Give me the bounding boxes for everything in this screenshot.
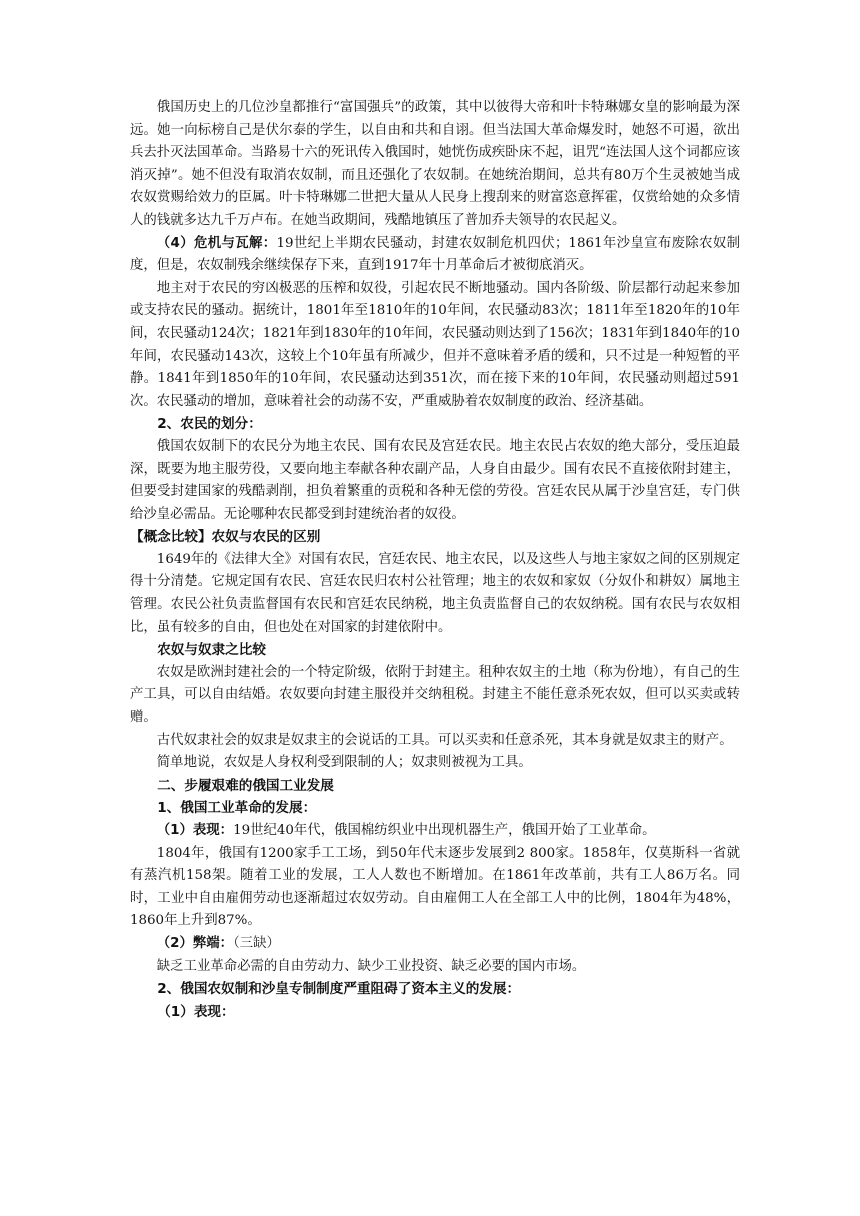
heading-industry-development: 二、步履艰难的俄国工业发展 (157, 777, 334, 794)
heading-performance-2: （1）表现： (157, 1003, 235, 1020)
paragraph-industry-stats: 1804年，俄国有1200家手工工场，到50年代末逐步发展到2 800家。1858年，仅莫斯科一省就有蒸汽机158架。随着工业的发展，工人人数也不断增加。在1861年改革前，共有工人86万名。同时，工业中自由雇佣劳动也逐渐超过农奴劳动。自由雇佣工人在全部工人中的比例，1804年为48%，1860年上升到87%。 (130, 845, 740, 929)
paragraph-serf-definition: 农奴是欧洲封建社会的一个特定阶级，依附于封建主。租种农奴主的土地（称为份地），有自己的生产工具，可以自由结婚。农奴要向封建主服役并交纳租税。封建主不能任意杀死农奴，但可以买卖或转赠。 (130, 664, 740, 726)
paragraph-peasant-types: 俄国农奴制下的农民分为地主农民、国有农民及宫廷农民。地主农民占农奴的绝大部分，受压迫最深，既要为地主服劳役，又要向地主奉献各种农副产品，人身自由最少。国有农民不直接依附封建主，但要受封建国家的残酷剥削，担负着繁重的贡税和各种无偿的劳役。宫廷农民从属于沙皇宫廷，专门供给沙皇必需品。无论哪种农民都受到封建统治者的奴役。 (130, 438, 740, 522)
crisis-heading: （4）危机与瓦解： (156, 235, 277, 251)
heading-concept-comparison: 【概念比较】农奴与农民的区别 (130, 529, 321, 546)
paragraph-crisis (130, 233, 740, 278)
paragraph-performance (130, 820, 740, 843)
performance-text: 19世纪40年代，俄国棉纺织业中出现机器生产，俄国开始了工业革命。 (233, 823, 656, 838)
document-page (130, 97, 740, 1023)
paragraph-law-code: 1649年的《法律大全》对国有农民，宫廷农民、地主农民，以及这些人与地主家奴之间的区别规定得十分清楚。它规定国有农民、宫廷农民归农村公社管理；地主的农奴和家奴（分奴仆和耕奴）属地主管理。农民公社负责监督国有农民和宫廷农民纳税，地主负责监督自己的农奴纳税。国有农民与农奴相比，虽有较多的自由，但也处在对国家的封建依附中。 (130, 551, 740, 635)
paragraph-summary: 简单地说，农奴是人身权利受到限制的人；奴隶则被视为工具。 (156, 755, 532, 771)
paragraph-peasant-unrest: 地主对于农民的穷凶极恶的压榨和奴役，引起农民不断地骚动。国内各阶级、阶层都行动起来参加或支持农民的骚动。据统计，1801年至1810年的10年间，农民骚动83次；1811年至1820年的10年间，农民骚动124次；1821年到1830年的10年间，农民骚动则达到了156次；1831年到1840年的10年间，农民骚动143次，这较上个10年虽有所减少，但并不意味着矛盾的缓和，只不过是一种短暂的平静。1841年到1850年的10年间，农民骚动达到351次，而在接下来的10年间，农民骚动则超过591次。农民骚动的增加，意味着社会的动荡不安，严重威胁着农奴制度的政治、经济基础。 (130, 280, 740, 409)
heading-serf-slave: 农奴与奴隶之比较 (157, 642, 266, 659)
drawbacks-heading: （2）弊端： (156, 935, 234, 951)
paragraph-slave-definition: 古代奴隶社会的奴隶是奴隶主的会说话的工具。可以买卖和任意杀死，其本身就是奴隶主的财产。 (156, 732, 733, 748)
heading-obstruction: 2、俄国农奴制和沙皇专制制度严重阻碍了资本主义的发展： (157, 981, 521, 998)
heading-industrial-revolution: 1、俄国工业革命的发展： (157, 800, 317, 817)
paragraph-three-lacks: 缺乏工业革命必需的自由劳动力、缺少工业投资、缺乏必要的国内市场。 (156, 958, 586, 974)
paragraph-catherine: 俄国历史上的几位沙皇都推行“富国强兵”的政策，其中以彼得大帝和叶卡特琳娜女皇的影响最为深远。她一向标榜自己是伏尔泰的学生，以自由和共和自诩。但当法国大革命爆发时，她怒不可遏，欲出兵去扑灭法国革命。当路易十六的死讯传入俄国时，她恍伤成疾卧床不起，诅咒“连法国人这个词都应该消灭掉”。她不但没有取消农奴制，而且还强化了农奴制。在她统治期间，总共有80万个生灵被她当成农奴赏赐给效力的臣属。叶卡特琳娜二世把大量从人民身上搜刮来的财富恣意挥霍，仅赏给她的众多情人的钱就多达九千万卢布。在她当政期间，残酷地镇压了普加乔夫领导的农民起义。 (130, 100, 740, 228)
crisis-text: 19世纪上半期农民骚动，封建农奴制危机四伏；1861年沙皇宣布废除农奴制度，但是，农奴制残余继续保存下来，直到1917年十月革命后才被彻底消灭。 (130, 235, 740, 274)
drawbacks-note: （三缺） (233, 935, 280, 951)
paragraph-drawbacks (130, 933, 740, 956)
heading-peasant-division: 2、农民的划分： (157, 416, 262, 433)
performance-heading: （1）表现： (156, 823, 234, 838)
